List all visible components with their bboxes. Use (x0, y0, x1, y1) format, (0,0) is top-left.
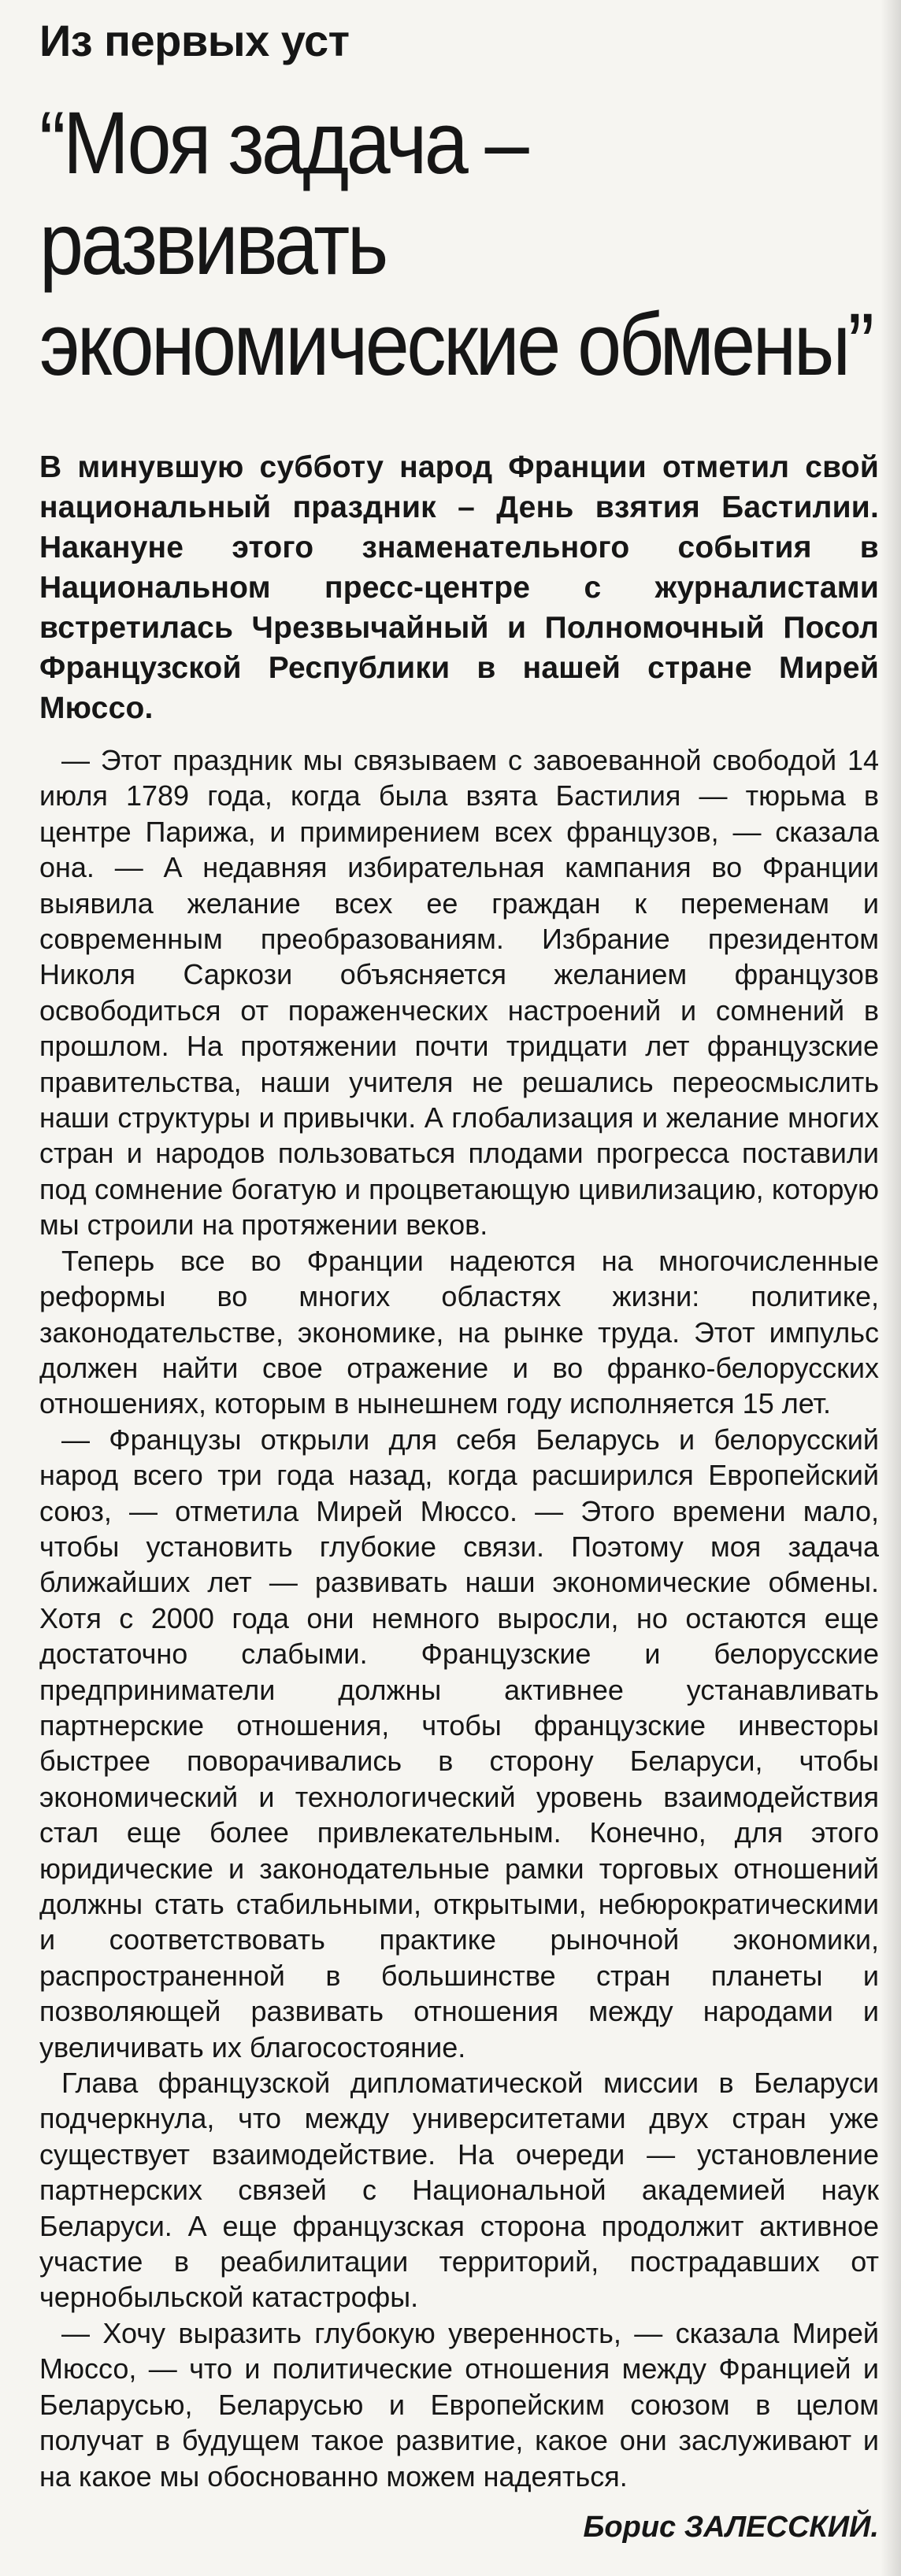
headline (39, 93, 872, 395)
body-paragraph: Глава французской дипломатической миссии в Беларуси подчеркнула, что между университетами двух стран уже существует взаимодействие. На очереди — установление партнерских связей с Национальной академией наук Беларуси. А еще французская сторона продолжит активное участие в реабилитации территорий, пострадавших от чернобыльской катастрофы. (39, 2067, 879, 2314)
headline-line-1: “Моя задача – (39, 94, 527, 192)
body-paragraph: — Французы открыли для себя Беларусь и белорусский народ всего три года назад, когда расширился Европейский союз, — отметила Мирей Мюссо. — Этого времени мало, чтобы установить глубокие связи. Поэтому моя задача ближайших лет — развивать наши экономические обмены. Хотя с 2000 года они немного выросли, но остаются еще достаточно слабыми. Французские и белорусские предприниматели должны активнее устанавливать партнерские отношения, чтобы французские инвесторы быстрее поворачивались в сторону Беларуси, чтобы экономический и технологический уровень взаимодействия стал еще более привлекательным. Конечно, для этого юридические и законодательные рамки торговых отношений должны стать стабильными, открытыми, небюрократическими и соответствовать практике рыночной экономики, распространенной в большинстве стран планеты и позволяющей развивать отношения между народами и увеличивать их благосостояние. (39, 1423, 879, 2063)
body-paragraph: Теперь все во Франции надеются на многочисленные реформы во многих областях жизни: политике, законодательстве, экономике, на рынке труда. Этот импульс должен найти свое отражение и во франко-белорусских отношениях, которым в нынешнем году исполняется 15 лет. (39, 1244, 879, 1420)
page-edge-shadow (881, 0, 901, 2576)
lead-paragraph: В минувшую субботу народ Франции отметил свой национальный праздник – День взятия Бастилии. Накануне этого знаменательного события в Национальном пресс-центре с журналистами встретилась Чрезвычайный и Полномочный Посол Французской Республики в нашей стране Мирей Мюссо. (39, 450, 879, 725)
headline-line-2: развивать (39, 194, 386, 293)
article-body (39, 742, 879, 2494)
body-paragraph: — Хочу выразить глубокую уверенность, — сказала Мирей Мюссо, — что и политические отношения между Францией и Беларусью, Беларусью и Европейским союзом в целом получат в будущем такое развитие, какое они заслуживают и на какое мы обоснованно можем надеяться. (39, 2316, 879, 2493)
rubric: Из первых уст (39, 16, 350, 65)
body-paragraph: — Этот праздник мы связываем с завоеванной свободой 14 июля 1789 года, когда была взята Бастилия — тюрьма в центре Парижа, и примирением всех французов, — сказала она. — А недавняя избирательная кампания во Франции выявила желание всех ее граждан к переменам и современным преобразованиям. Избрание президентом Николя Саркози объясняется желанием французов освободиться от пораженческих настроений и сомнений в прошлом. На протяжении почти тридцати лет французские правительства, наши учителя не решались переосмыслить наши структуры и привычки. А глобализация и желание многих стран и народов пользоваться плодами прогресса поставили под сомнение богатую и процветающую цивилизацию, которую мы строили на протяжении веков. (39, 744, 879, 1242)
headline-line-3: экономические обмены” (39, 295, 872, 394)
byline: Борис ЗАЛЕССКИЙ. (583, 2510, 879, 2544)
